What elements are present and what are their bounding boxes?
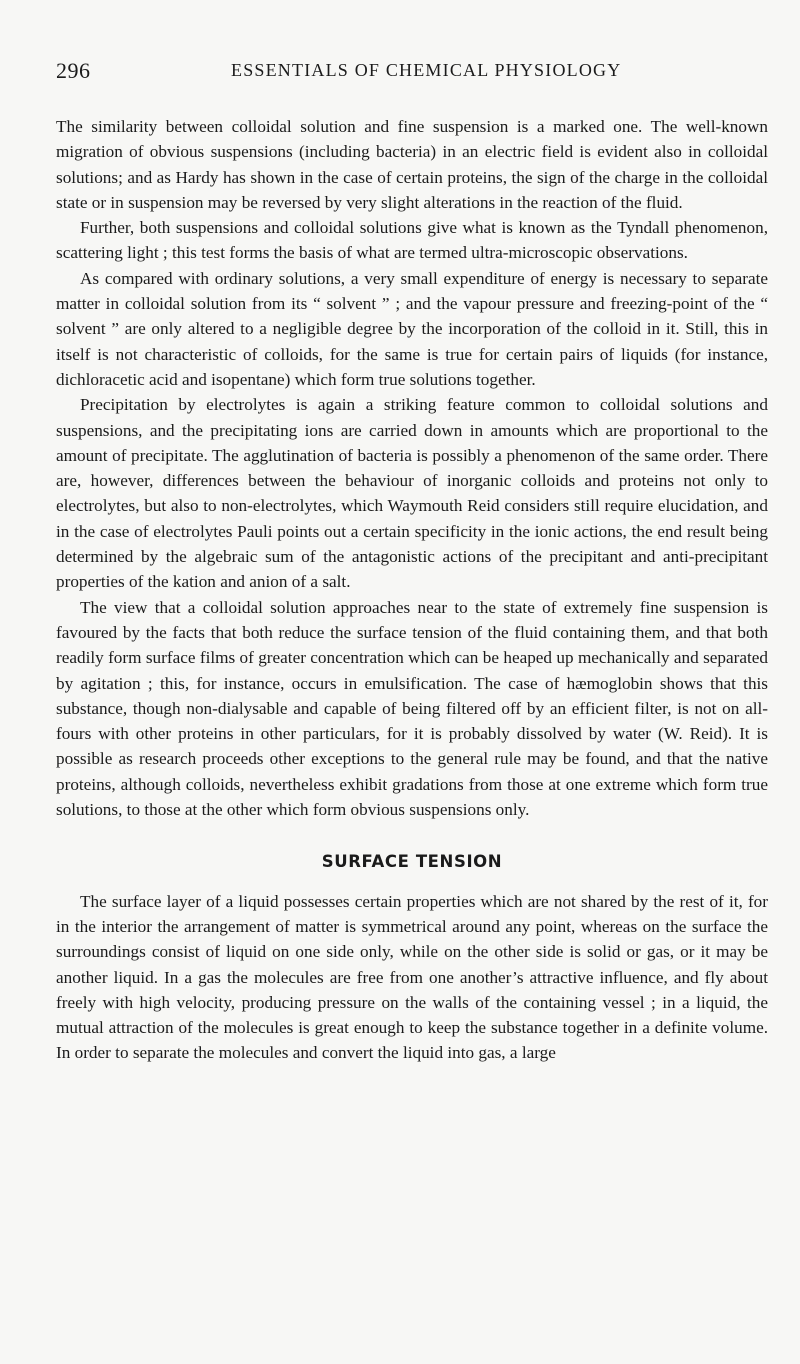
running-title: ESSENTIALS OF CHEMICAL PHYSIOLOGY	[231, 60, 622, 80]
paragraph: The similarity between colloidal solution and fine suspension is a marked one. The well-known migration of obvious suspensions (including bacteria) in an electric field is evident also in colloidal solutions; and as Hardy has shown in the case of certain proteins, the sign of the charge in the colloidal state or in suspension may be reversed by very slight alterations in the reaction of the fluid.	[56, 117, 768, 212]
section-heading: SURFACE TENSION	[321, 852, 503, 872]
paragraph: As compared with ordinary solutions, a very small expenditure of energy is necessary to separate matter in colloidal solution from its “ solvent ” ; and the vapour pressure and freezing-point of the “ solvent ” are only altered to a negligible degree by the incorporation of the colloid in it. Still, this in itself is not characteristic of colloids, for the same is true for certain pairs of liquids (for instance, dichloracetic acid and isopentane) which form true solutions together.	[56, 268, 768, 389]
page-number: 296	[56, 58, 91, 83]
paragraph: Precipitation by electrolytes is again a striking feature common to colloidal solutions and suspensions, and the precipitating ions are carried down in amounts which are proportional to the amount of precipitate. The agglutination of bacteria is possibly a phenomenon of the same order. There are, however, differences between the behaviour of inorganic colloids and proteins not only to electrolytes, but also to non-electrolytes, which Waymouth Reid considers still require elucidation, and in the case of electrolytes Pauli points out a certain specificity in the ionic actions, the end result being determined by the algebraic sum of the antagonistic actions of the precipitant and anti-precipitant properties of the kation and anion of a salt.	[56, 395, 768, 592]
paragraph: The view that a colloidal solution approaches near to the state of extremely fine suspension is favoured by the facts that both reduce the surface tension of the fluid containing them, and that both readily form surface films of greater concentration which can be heaped up mechanically and separated by agitation ; this, for instance, occurs in emulsification. The case of hæmoglobin shows that this substance, though non-dialysable and capable of being filtered off by an efficient filter, is not on all-fours with other proteins in other particulars, for it is probably dissolved by water (W. Reid). It is possible as research proceeds other exceptions to the general rule may be found, and that the native proteins, although colloids, nevertheless exhibit gradations from those at one extreme which form true solutions, to those at the other which form obvious suspensions only.	[56, 597, 768, 820]
paragraph: Further, both suspensions and colloidal solutions give what is known as the Tyndall phenomenon, scattering light ; this test forms the basis of what are termed ultra-microscopic observations.	[56, 218, 768, 263]
running-head	[56, 58, 756, 86]
body-text	[56, 114, 768, 1066]
paragraph: The surface layer of a liquid possesses certain properties which are not shared by the rest of it, for in the interior the arrangement of matter is symmetrical around any point, whereas on the surface the surroundings consist of liquid on one side only, while on the other side is solid or gas, or it may be another liquid. In a gas the molecules are free from one another’s attractive influence, and fly about freely with high velocity, producing pressure on the walls of the containing vessel ; in a liquid, the mutual attraction of the molecules is great enough to keep the substance together in a definite volume. In order to separate the molecules and convert the liquid into gas, a large	[56, 891, 768, 1063]
